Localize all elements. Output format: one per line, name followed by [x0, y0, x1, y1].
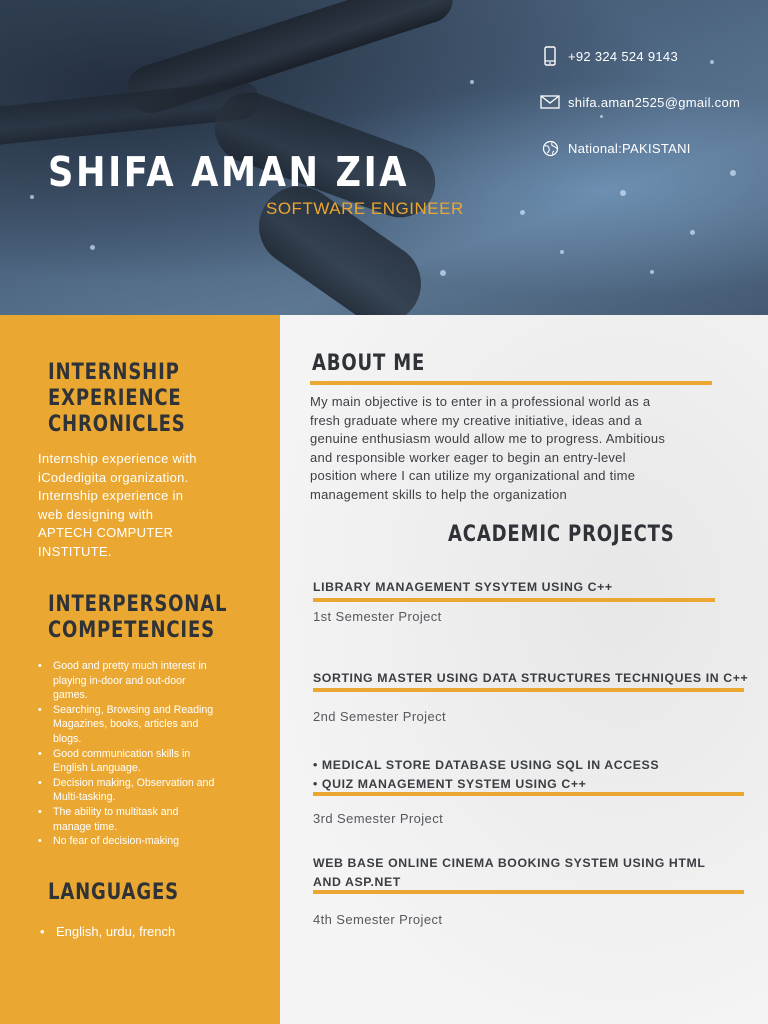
divider	[313, 890, 744, 894]
email-address[interactable]: shifa.aman2525@gmail.com	[568, 94, 741, 110]
project-title: • MEDICAL STORE DATABASE USING SQL IN ACCESS	[313, 758, 660, 772]
project-semester: 1st Semester Project	[313, 609, 442, 624]
header-banner	[0, 0, 768, 315]
light-dot	[30, 195, 34, 199]
light-dot	[730, 170, 736, 176]
job-title: SOFTWARE ENGINEER	[266, 199, 464, 218]
list-item: • Good and pretty much interest in playing in-door and out-door games.	[38, 659, 274, 703]
contact-email	[540, 92, 740, 112]
list-item: • The ability to multitask and manage time.	[38, 805, 274, 834]
main-content	[280, 315, 768, 1024]
project-title: LIBRARY MANAGEMENT SYSYTEM USING C++	[313, 580, 613, 594]
project-semester: 4th Semester Project	[313, 912, 443, 927]
light-dot	[470, 80, 474, 84]
globe-icon	[540, 138, 560, 158]
academic-heading: ACADEMIC PROJECTS	[448, 522, 675, 547]
languages-heading: LANGUAGES	[48, 880, 179, 905]
nationality-text: National:PAKISTANI	[568, 140, 691, 156]
light-dot	[560, 250, 564, 254]
internship-text: Internship experience with iCodedigita organization. Internship experience in web designing with APTECH COMPUTER INSTITUTE.	[38, 451, 197, 559]
divider	[310, 381, 712, 385]
competencies-heading: INTERPERSONAL COMPETENCIES	[48, 592, 228, 643]
phone-number[interactable]: +92 324 524 9143	[568, 48, 678, 64]
divider	[313, 688, 744, 692]
list-item: • English, urdu, french	[40, 924, 175, 939]
internship-heading: INTERNSHIP EXPERIENCE CHRONICLES	[48, 360, 186, 437]
list-item: • No fear of decision-making	[38, 834, 274, 849]
project-semester: 2nd Semester Project	[313, 709, 447, 724]
light-dot	[620, 190, 626, 196]
list-item: • Decision making, Observation and Multi-tasking.	[38, 776, 274, 805]
contact-nationality	[540, 138, 691, 158]
project-title: WEB BASE ONLINE CINEMA BOOKING SYSTEM USING HTML	[313, 856, 706, 870]
competencies-list	[38, 659, 274, 849]
project-title: AND ASP.NET	[313, 875, 401, 889]
list-item: • Good communication skills in English Language.	[38, 747, 274, 776]
light-dot	[440, 270, 446, 276]
project-title: SORTING MASTER USING DATA STRUCTURES TECHNIQUES IN C++	[313, 671, 749, 685]
envelope-icon	[540, 92, 560, 112]
light-dot	[520, 210, 525, 215]
phone-icon	[540, 46, 560, 66]
about-heading: ABOUT ME	[312, 351, 426, 376]
candidate-name: SHIFA AMAN ZIA	[48, 148, 410, 196]
divider	[313, 598, 715, 602]
about-text: My main objective is to enter in a professional world as a fresh graduate where my creative initiative, ideas and a genuine enthusiasm would allow me to progress. Ambitious and responsible worker eager to begin an entry-level position where I can utilize my organizational and time management skills to help the organization	[310, 394, 666, 502]
light-dot	[600, 115, 603, 118]
languages-list	[40, 924, 175, 939]
light-dot	[90, 245, 95, 250]
left-sidebar	[0, 315, 280, 1024]
light-dot	[690, 230, 695, 235]
divider	[313, 792, 744, 796]
light-dot	[710, 60, 714, 64]
contact-phone	[540, 46, 678, 66]
list-item: • Searching, Browsing and Reading Magazines, books, articles and blogs.	[38, 703, 274, 747]
project-title: • QUIZ MANAGEMENT SYSTEM USING C++	[313, 777, 587, 791]
light-dot	[650, 270, 654, 274]
project-semester: 3rd Semester Project	[313, 811, 444, 826]
